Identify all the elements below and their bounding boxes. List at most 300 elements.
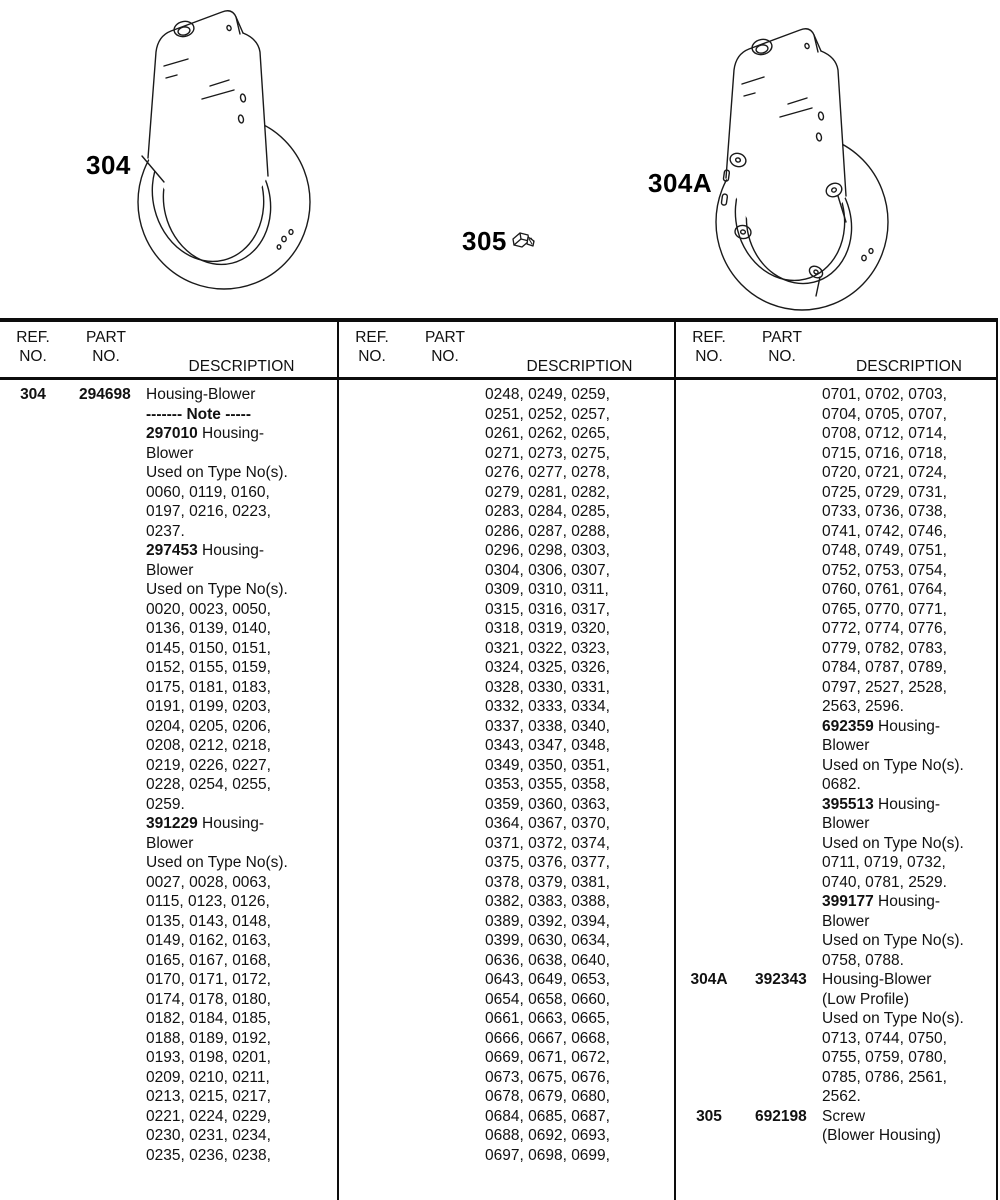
ref-no-cell [339, 834, 405, 854]
ref-no-cell [676, 405, 742, 425]
table-line [0, 1126, 337, 1146]
table-line [676, 1126, 996, 1146]
ref-no-cell [339, 756, 405, 776]
ref-no-cell [676, 678, 742, 698]
part-no-cell [66, 619, 146, 639]
table-line [676, 951, 996, 971]
part-no-cell [405, 1126, 485, 1146]
table-line [0, 1048, 337, 1068]
part-no-cell [405, 736, 485, 756]
part-no-cell [742, 873, 822, 893]
description-cell: 692359 Housing- [822, 717, 941, 735]
description-cell: 0673, 0675, 0676, [485, 1068, 610, 1086]
part-no-cell [742, 639, 822, 659]
ref-no-cell [676, 912, 742, 932]
table-line [676, 678, 996, 698]
ref-no-cell [0, 424, 66, 444]
ref-no-cell [339, 639, 405, 659]
part-no-header: PART NO. [762, 329, 802, 365]
ref-no-cell [676, 834, 742, 854]
table-line [0, 541, 337, 561]
description-cell: Blower [146, 444, 194, 462]
description-cell: 0145, 0150, 0151, [146, 639, 271, 657]
part-no-cell [66, 970, 146, 990]
table-line [0, 678, 337, 698]
description-cell: Used on Type No(s). [822, 1010, 964, 1027]
part-no-cell [66, 912, 146, 932]
part-no-cell [66, 502, 146, 522]
table-line [0, 639, 337, 659]
ref-no-cell [0, 892, 66, 912]
ref-no-cell [339, 1068, 405, 1088]
parts-table-column-3 [674, 322, 996, 1200]
part-no-cell [742, 385, 822, 405]
ref-no-cell [0, 444, 66, 464]
description-cell: 0643, 0649, 0653, [485, 971, 610, 988]
description-cell: 0353, 0355, 0358, [485, 776, 610, 793]
ref-no-cell [676, 1048, 742, 1068]
description-cell: 0684, 0685, 0687, [485, 1107, 610, 1125]
part-no-cell [66, 1146, 146, 1166]
table-line [339, 795, 674, 815]
description-cell: 0349, 0350, 0351, [485, 756, 610, 774]
part-no-cell [405, 1087, 485, 1107]
description-cell: 0343, 0347, 0348, [485, 737, 610, 754]
description-cell: 0259. [146, 795, 185, 813]
description-cell: Blower [146, 561, 194, 579]
table-line [0, 385, 337, 405]
table-line [0, 619, 337, 639]
ref-no-cell [676, 697, 742, 717]
description-cell: 0772, 0774, 0776, [822, 620, 947, 637]
description-cell: 0175, 0181, 0183, [146, 678, 271, 696]
table-line [676, 1107, 996, 1127]
table-line [0, 600, 337, 620]
ref-no-cell [0, 814, 66, 834]
description-cell: 297453 Housing- [146, 542, 265, 559]
part-no-cell [742, 580, 822, 600]
description-cell: 0204, 0205, 0206, [146, 717, 271, 735]
table-line [0, 424, 337, 444]
description-cell: 0060, 0119, 0160, [146, 483, 270, 501]
description-cell: 0748, 0749, 0751, [822, 542, 947, 559]
table-line [339, 990, 674, 1010]
part-no-cell [66, 1009, 146, 1029]
description-cell: 0661, 0663, 0665, [485, 1010, 610, 1027]
part-no-cell [742, 736, 822, 756]
table-line [676, 1048, 996, 1068]
part-no-cell [66, 580, 146, 600]
ref-no-cell [676, 931, 742, 951]
part-no-cell [405, 1009, 485, 1029]
ref-no-cell [339, 892, 405, 912]
description-cell: 0758, 0788. [822, 951, 904, 969]
description-cell: 0328, 0330, 0331, [485, 678, 610, 696]
table-line [339, 1146, 674, 1166]
table-line [339, 619, 674, 639]
ref-no-cell [0, 717, 66, 737]
part-no-cell: 392343 [755, 971, 807, 988]
part-no-cell [405, 483, 485, 503]
ref-no-cell [0, 502, 66, 522]
part-no-cell [66, 795, 146, 815]
table-line [0, 931, 337, 951]
column-header [339, 322, 674, 380]
description-cell: Used on Type No(s). [822, 756, 964, 774]
part-no-cell [66, 1126, 146, 1146]
part-no-cell [405, 1107, 485, 1127]
ref-no-cell [676, 990, 742, 1010]
description-cell: 395513 Housing- [822, 795, 941, 813]
table-line [339, 541, 674, 561]
table-line [676, 795, 996, 815]
ref-no-cell [339, 775, 405, 795]
ref-no-cell [676, 756, 742, 776]
ref-no-cell [676, 561, 742, 581]
part-no-cell [742, 756, 822, 776]
ref-no-cell [676, 795, 742, 815]
description-cell: 0149, 0162, 0163, [146, 932, 271, 949]
ref-no-cell [339, 658, 405, 678]
part-no-cell [66, 853, 146, 873]
part-no-cell [405, 717, 485, 737]
diagram-label-305: 305 [462, 226, 507, 256]
part-no-cell [66, 756, 146, 776]
ref-no-cell [339, 697, 405, 717]
table-line [676, 600, 996, 620]
part-no-cell [66, 444, 146, 464]
part-no-header: PART NO. [86, 329, 126, 365]
ref-no-cell [0, 990, 66, 1010]
description-cell: 0720, 0721, 0724, [822, 464, 947, 481]
part-no-cell [66, 814, 146, 834]
diagram-label-304: 304 [86, 150, 131, 180]
part-no-cell [742, 931, 822, 951]
part-no-cell [405, 775, 485, 795]
table-line [676, 424, 996, 444]
description-cell: 0304, 0306, 0307, [485, 561, 610, 579]
ref-no-cell [339, 444, 405, 464]
ref-no-cell [339, 814, 405, 834]
table-line [339, 873, 674, 893]
table-line [339, 483, 674, 503]
ref-no-cell: 304 [20, 386, 46, 403]
ref-no-cell [339, 990, 405, 1010]
description-header: DESCRIPTION [188, 358, 295, 375]
table-line [676, 814, 996, 834]
part-no-cell [742, 1126, 822, 1146]
description-cell: 0669, 0671, 0672, [485, 1049, 610, 1066]
description-cell: 0765, 0770, 0771, [822, 600, 947, 618]
description-cell: Used on Type No(s). [146, 581, 288, 598]
table-line [676, 892, 996, 912]
table-line [0, 717, 337, 737]
part-no-cell: 294698 [79, 386, 131, 403]
description-cell: 0309, 0310, 0311, [485, 581, 609, 598]
ref-no-cell [676, 717, 742, 737]
description-cell: 0399, 0630, 0634, [485, 932, 610, 949]
table-line [339, 1009, 674, 1029]
ref-no-cell [676, 1009, 742, 1029]
description-cell: 0276, 0277, 0278, [485, 464, 610, 481]
part-no-cell [405, 502, 485, 522]
ref-no-cell [676, 892, 742, 912]
table-line [676, 756, 996, 776]
description-cell: 0359, 0360, 0363, [485, 795, 610, 813]
description-cell: ------- Note ----- [146, 405, 251, 423]
table-line [339, 892, 674, 912]
description-cell: (Low Profile) [822, 990, 909, 1008]
ref-no-cell [339, 1087, 405, 1107]
table-line [0, 756, 337, 776]
ref-no-cell [0, 463, 66, 483]
part-no-cell [405, 814, 485, 834]
part-no-cell [66, 697, 146, 717]
table-line [339, 405, 674, 425]
table-line [676, 970, 996, 990]
table-line [339, 1048, 674, 1068]
part-no-cell [742, 1087, 822, 1107]
table-line [339, 756, 674, 776]
table-line [339, 444, 674, 464]
table-line [339, 639, 674, 659]
part-no-cell [405, 697, 485, 717]
description-cell: 0708, 0712, 0714, [822, 425, 947, 442]
table-line [0, 1087, 337, 1107]
ref-no-cell [676, 951, 742, 971]
description-cell: (Blower Housing) [822, 1127, 941, 1144]
table-line [676, 775, 996, 795]
ref-no-cell [339, 600, 405, 620]
part-no-cell [405, 853, 485, 873]
ref-no-cell [0, 795, 66, 815]
ref-no-cell [0, 931, 66, 951]
ref-no-cell [339, 483, 405, 503]
table-line [339, 717, 674, 737]
description-cell: Used on Type No(s). [822, 932, 964, 949]
part-no-cell [742, 775, 822, 795]
part-no-cell [742, 814, 822, 834]
part-no-cell [742, 424, 822, 444]
diagram-label-304a: 304A [648, 168, 713, 198]
table-line [339, 736, 674, 756]
table-line [676, 483, 996, 503]
part-no-cell [405, 873, 485, 893]
part-no-cell [66, 834, 146, 854]
ref-no-cell [339, 931, 405, 951]
part-no-cell [66, 405, 146, 425]
table-line [339, 600, 674, 620]
ref-no-cell [0, 619, 66, 639]
table-line [0, 1029, 337, 1049]
ref-no-cell [676, 502, 742, 522]
ref-no-cell [676, 639, 742, 659]
part-no-cell [66, 639, 146, 659]
ref-no-cell [339, 853, 405, 873]
part-no-cell [742, 795, 822, 815]
description-cell: 0752, 0753, 0754, [822, 561, 947, 579]
table-line [676, 463, 996, 483]
description-cell: 0760, 0761, 0764, [822, 581, 947, 598]
table-line [676, 405, 996, 425]
table-line [339, 580, 674, 600]
description-cell: 0315, 0316, 0317, [485, 600, 610, 618]
table-line [0, 580, 337, 600]
description-cell: 0209, 0210, 0211, [146, 1068, 270, 1086]
part-no-cell [742, 912, 822, 932]
blower-housing-304a-drawing [712, 18, 898, 314]
table-line [0, 892, 337, 912]
part-no-cell [66, 658, 146, 678]
description-cell: 0193, 0198, 0201, [146, 1049, 271, 1066]
description-cell: 0283, 0284, 0285, [485, 503, 610, 520]
description-cell: Blower [822, 737, 870, 754]
description-cell: 2562. [822, 1088, 861, 1105]
part-no-cell [66, 775, 146, 795]
ref-no-cell [339, 561, 405, 581]
table-line [676, 873, 996, 893]
ref-no-cell [676, 522, 742, 542]
table-line [339, 1126, 674, 1146]
description-cell: 0271, 0273, 0275, [485, 444, 610, 462]
part-no-cell [405, 1048, 485, 1068]
part-no-cell [66, 1029, 146, 1049]
description-cell: 0182, 0184, 0185, [146, 1010, 271, 1027]
description-cell: 0741, 0742, 0746, [822, 522, 947, 540]
description-cell: 0248, 0249, 0259, [485, 386, 610, 403]
description-cell: 0785, 0786, 2561, [822, 1068, 947, 1086]
ref-no-cell [0, 1146, 66, 1166]
ref-no-cell [0, 541, 66, 561]
description-cell: 391229 Housing- [146, 815, 265, 832]
part-no-cell [405, 756, 485, 776]
ref-no-cell [0, 697, 66, 717]
table-line [339, 463, 674, 483]
table-line [676, 541, 996, 561]
description-cell: 0688, 0692, 0693, [485, 1127, 610, 1144]
ref-no-cell [339, 873, 405, 893]
table-line [339, 814, 674, 834]
ref-no-cell [676, 814, 742, 834]
ref-no-cell [339, 1048, 405, 1068]
ref-no-cell [339, 912, 405, 932]
description-cell: 0779, 0782, 0783, [822, 639, 947, 657]
ref-no-cell [0, 561, 66, 581]
ref-no-cell [0, 736, 66, 756]
ref-no-cell [0, 853, 66, 873]
table-line [676, 580, 996, 600]
part-no-cell [742, 561, 822, 581]
table-line [0, 405, 337, 425]
part-no-cell [405, 1146, 485, 1166]
ref-no-cell [339, 736, 405, 756]
table-line [0, 951, 337, 971]
description-cell: 0027, 0028, 0063, [146, 873, 271, 891]
column-body [676, 380, 996, 1146]
ref-no-cell [339, 424, 405, 444]
part-no-cell [742, 853, 822, 873]
table-line [339, 502, 674, 522]
part-no-cell [742, 1068, 822, 1088]
part-no-cell [405, 541, 485, 561]
part-no-cell [405, 639, 485, 659]
part-no-cell [742, 541, 822, 561]
table-line [0, 775, 337, 795]
table-line [339, 697, 674, 717]
description-cell: 0230, 0231, 0234, [146, 1127, 271, 1144]
part-no-cell [742, 600, 822, 620]
ref-no-cell [339, 580, 405, 600]
table-line [339, 658, 674, 678]
table-line [676, 522, 996, 542]
ref-no-header: REF. NO. [692, 329, 726, 365]
part-no-cell [742, 678, 822, 698]
ref-no-cell [339, 795, 405, 815]
description-cell: 0337, 0338, 0340, [485, 717, 610, 735]
part-no-cell [742, 444, 822, 464]
description-cell: Used on Type No(s). [822, 834, 964, 852]
table-line [0, 970, 337, 990]
description-cell: 0213, 0215, 0217, [146, 1088, 271, 1105]
table-line [676, 658, 996, 678]
description-cell: 0165, 0167, 0168, [146, 951, 271, 969]
table-line [339, 1087, 674, 1107]
table-line [339, 853, 674, 873]
ref-no-cell [339, 951, 405, 971]
description-cell: 0170, 0171, 0172, [146, 971, 271, 988]
part-no-cell [405, 658, 485, 678]
table-line [676, 502, 996, 522]
table-line [339, 522, 674, 542]
table-line [676, 385, 996, 405]
table-line [676, 736, 996, 756]
table-line [0, 736, 337, 756]
description-cell: 0382, 0383, 0388, [485, 893, 610, 910]
table-line [676, 561, 996, 581]
description-cell: 0725, 0729, 0731, [822, 483, 947, 501]
description-cell: 0733, 0736, 0738, [822, 503, 947, 520]
description-cell: 0251, 0252, 0257, [485, 405, 610, 423]
description-cell: Housing-Blower [822, 971, 932, 988]
description-cell: 0237. [146, 522, 185, 540]
ref-no-cell [0, 951, 66, 971]
ref-no-cell: 304A [690, 971, 728, 988]
table-line [0, 1107, 337, 1127]
description-cell: Blower [146, 834, 194, 852]
part-no-cell [405, 990, 485, 1010]
table-line [0, 483, 337, 503]
ref-no-cell [676, 658, 742, 678]
part-no-cell [66, 892, 146, 912]
table-line [339, 1068, 674, 1088]
table-line [0, 1009, 337, 1029]
screw-305-drawing [509, 230, 537, 254]
table-line [0, 795, 337, 815]
part-no-cell [66, 424, 146, 444]
column-body [0, 380, 337, 1165]
ref-no-cell [0, 1126, 66, 1146]
description-cell: 0020, 0023, 0050, [146, 600, 271, 618]
part-no-cell [66, 990, 146, 1010]
part-no-cell [742, 619, 822, 639]
part-no-cell [742, 834, 822, 854]
part-no-cell [66, 1087, 146, 1107]
ref-no-cell [676, 1029, 742, 1049]
column-body [339, 380, 674, 1165]
part-no-cell [66, 1048, 146, 1068]
parts-table-column-2 [337, 322, 674, 1200]
description-cell: 297010 Housing- [146, 425, 265, 442]
